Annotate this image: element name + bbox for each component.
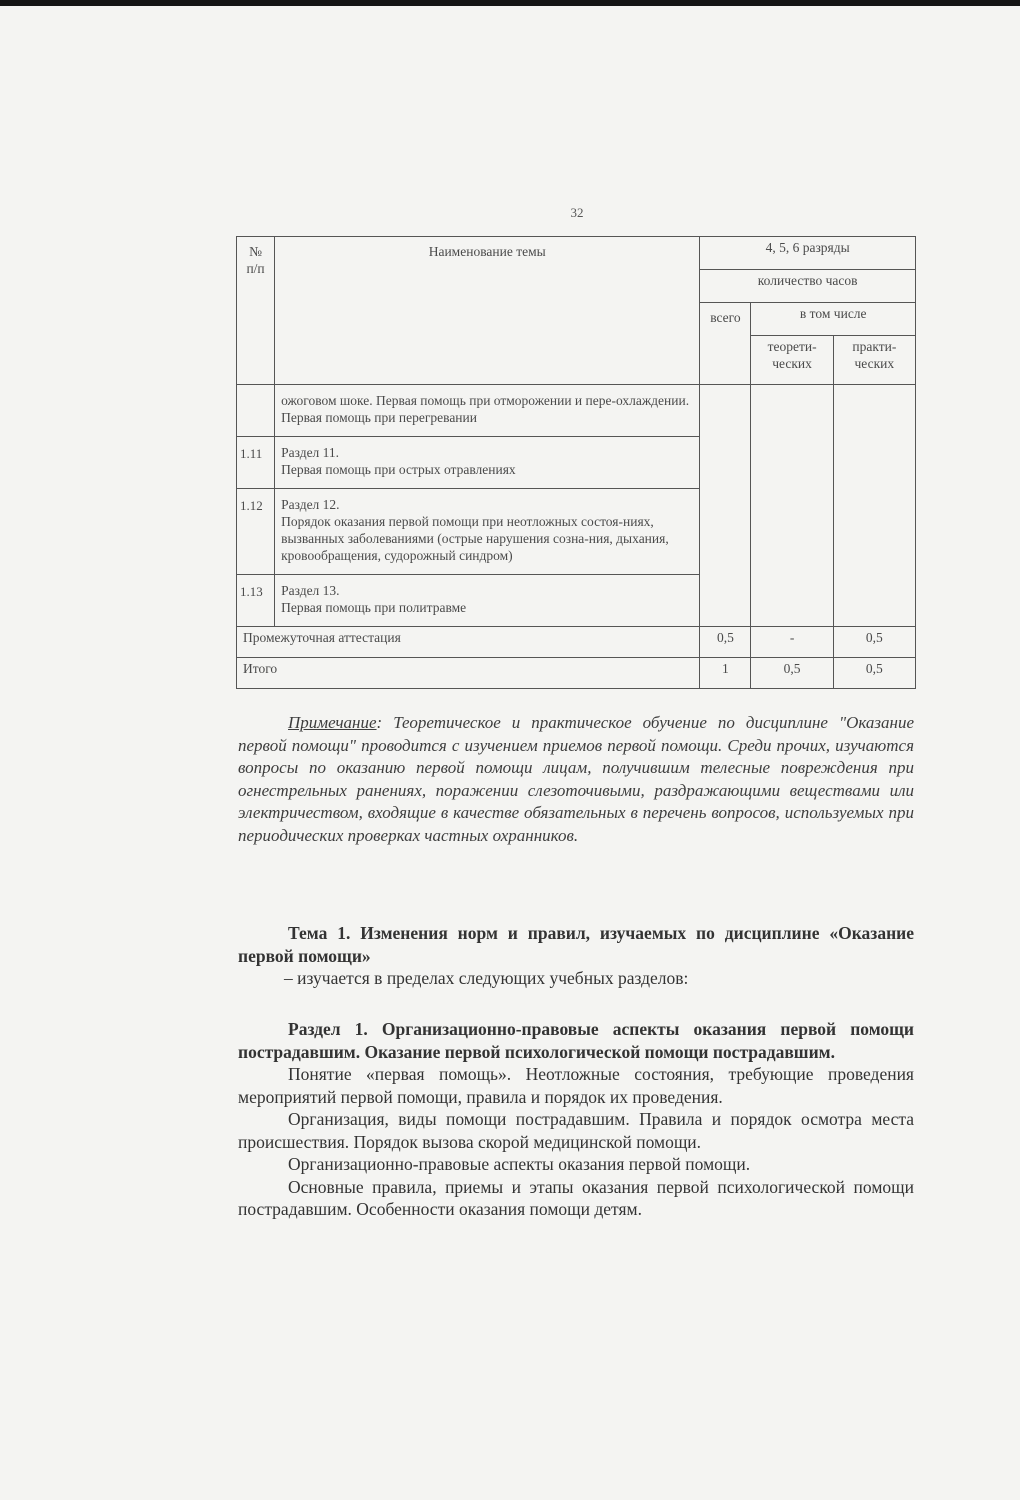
header-topic: Наименование темы bbox=[275, 237, 700, 385]
summary-row bbox=[237, 658, 916, 689]
row-num: 1.12 bbox=[237, 489, 275, 575]
summary-theory: - bbox=[751, 627, 833, 658]
summary-theory: 0,5 bbox=[751, 658, 833, 689]
header-num: № п/п bbox=[237, 237, 275, 385]
row-topic-text: Первая помощь при острых отравлениях bbox=[281, 462, 516, 477]
section-1-paragraph: Организационно-правовые аспекты оказания первой помощи. bbox=[288, 1154, 751, 1174]
scan-edge bbox=[0, 0, 1020, 6]
row-topic-text: ожоговом шоке. Первая помощь при отморожении и пере-охлаждении. Первая помощь при перегревании bbox=[281, 393, 690, 425]
header-practice: практи-ческих bbox=[833, 336, 915, 385]
row-practice-cell bbox=[833, 385, 915, 627]
row-num: 1.13 bbox=[237, 575, 275, 627]
note-text: : Теоретическое и практическое обучение по дисциплине "Оказание первой помощи" проводится с изучением приемов первой помощи. Среди прочих, изучаются вопросы по оказанию первой помощи лицам, получившим телесные повреждения при огнестрельных ранениях, поражении слезоточивыми, раздражающими веществами или электричеством, входящие в качестве обязательных в перечень вопросов, используемых при периодических проверках частных охранников. bbox=[238, 713, 914, 845]
header-total: всего bbox=[700, 303, 751, 385]
section-1-paragraph: Организация, виды помощи пострадавшим. Правила и порядок осмотра места происшествия. Порядок вызова скорой медицинской помощи. bbox=[238, 1109, 914, 1152]
note-label: Примечание bbox=[288, 713, 377, 732]
topic-1-heading: Тема 1. Изменения норм и правил, изучаемых по дисциплине «Оказание первой помощи» bbox=[238, 923, 914, 966]
row-num bbox=[237, 385, 275, 437]
row-num: 1.11 bbox=[237, 437, 275, 489]
header-grades: 4, 5, 6 разряды bbox=[700, 237, 916, 270]
row-topic bbox=[275, 385, 700, 437]
note-paragraph bbox=[238, 712, 914, 847]
section-1-paragraph: Понятие «первая помощь». Неотложные состояния, требующие проведения мероприятий первой помощи, правила и порядок их проведения. bbox=[238, 1064, 914, 1107]
row-section-title: Раздел 12. bbox=[281, 497, 340, 512]
row-section-title: Раздел 11. bbox=[281, 445, 340, 460]
page-number: 32 bbox=[570, 205, 584, 220]
header-incl: в том числе bbox=[751, 303, 916, 336]
summary-row bbox=[237, 627, 916, 658]
header-hours: количество часов bbox=[700, 270, 916, 303]
summary-total: 0,5 bbox=[700, 627, 751, 658]
header-theory: теорети-ческих bbox=[751, 336, 833, 385]
row-topic-text: Порядок оказания первой помощи при неотложных состоя-ниях, вызванных заболеваниями (острые нарушения созна-ния, дыхания, кровообращения, судорожный синдром) bbox=[281, 514, 669, 563]
row-topic-text: Первая помощь при политравме bbox=[281, 600, 467, 615]
row-theory-cell bbox=[751, 385, 833, 627]
summary-label: Промежуточная аттестация bbox=[237, 627, 700, 658]
row-section-title: Раздел 13. bbox=[281, 583, 340, 598]
row-topic bbox=[275, 489, 700, 575]
summary-practice: 0,5 bbox=[833, 627, 915, 658]
curriculum-table bbox=[236, 236, 916, 689]
summary-label: Итого bbox=[237, 658, 700, 689]
section-1-paragraph: Основные правила, приемы и этапы оказания первой психологической помощи пострадавшим. Особенности оказания помощи детям. bbox=[238, 1176, 914, 1219]
topic-1-lead: – изучается в пределах следующих учебных разделов: bbox=[284, 968, 689, 988]
summary-total: 1 bbox=[700, 658, 751, 689]
row-total-cell bbox=[700, 385, 751, 627]
row-topic bbox=[275, 575, 700, 627]
table-row bbox=[237, 385, 916, 437]
topic-1 bbox=[238, 922, 914, 990]
section-1-heading: Раздел 1. Организационно-правовые аспекты оказания первой помощи пострадавшим. Оказание первой психологической помощи пострадавшим. bbox=[238, 1019, 914, 1062]
row-topic bbox=[275, 437, 700, 489]
section-1 bbox=[238, 1018, 914, 1221]
summary-practice: 0,5 bbox=[833, 658, 915, 689]
